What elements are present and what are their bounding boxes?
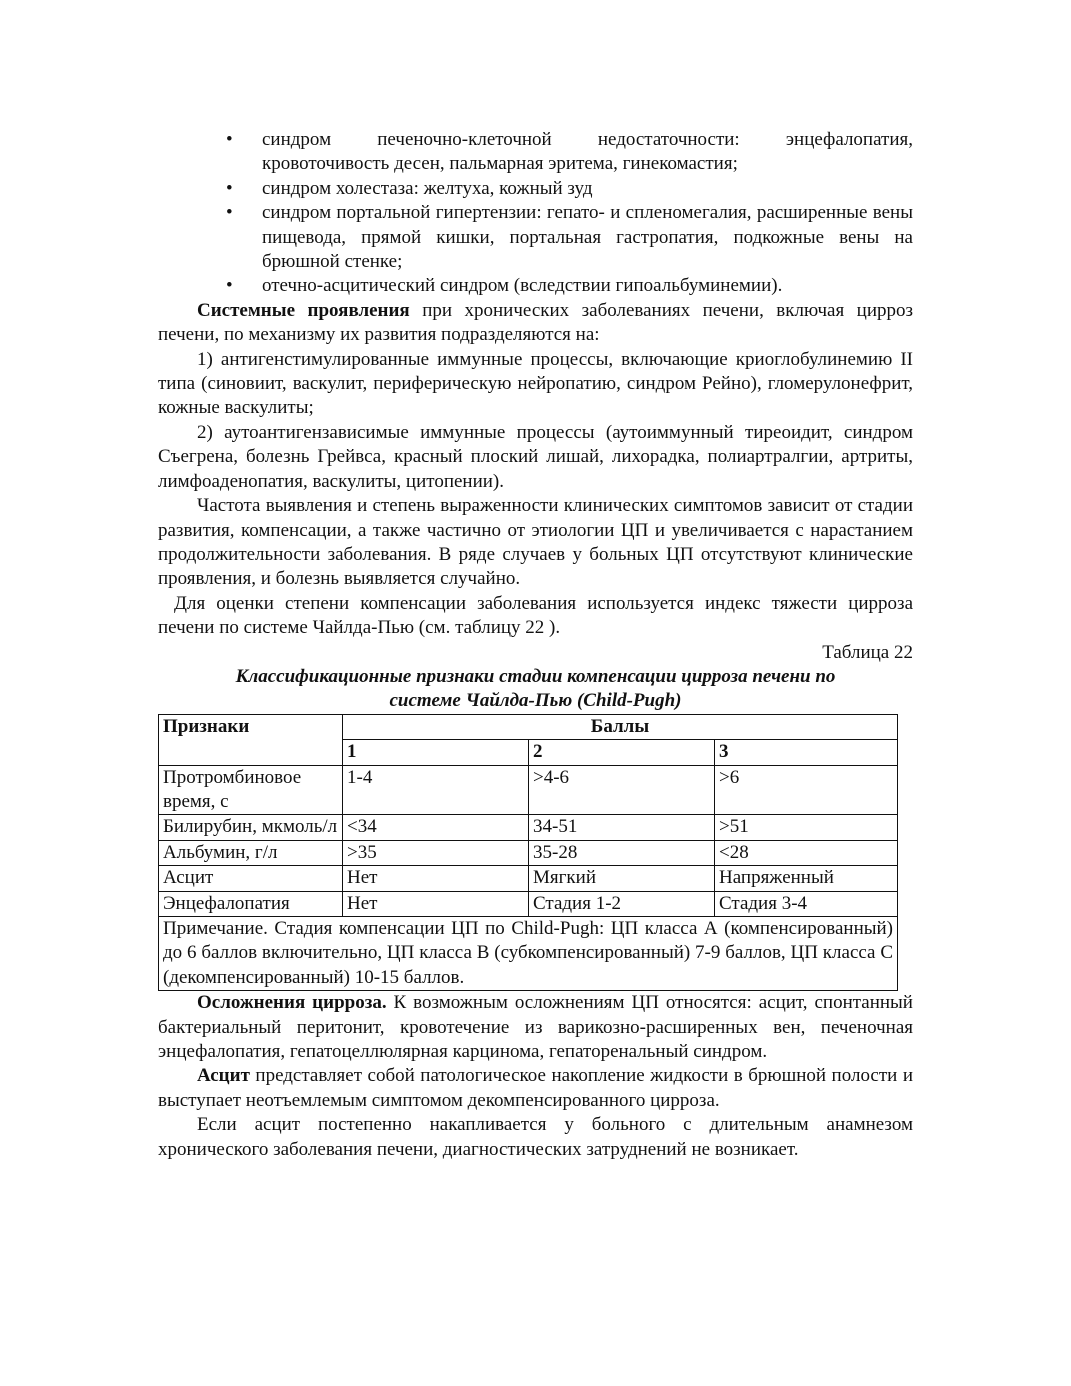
bullet-icon: • [226, 177, 233, 199]
row-label: Протромбиновое время, с [159, 765, 343, 815]
item-1-paragraph: 1) антигенстимулированные иммунные процессы, включающие криоглобулинемию II типа (синовиит, васкулит, периферическую нейропатию, синдром Рейно), гломерулонефрит, кожные васкулиты; [158, 348, 913, 419]
ascites-text: представляет собой патологическое накопление жидкости в брюшной полости и выступает неотъемлемым симптомом декомпенсированного цирроза. [158, 1065, 913, 1111]
ascites-heading: Асцит [197, 1065, 250, 1087]
complications-heading: Осложнения цирроза. [197, 992, 387, 1014]
table-cell: 1-4 [343, 765, 529, 815]
table-cell: Стадия 1-2 [529, 891, 715, 916]
table-cell: Стадия 3-4 [715, 891, 898, 916]
row-label: Билирубин, мкмоль/л [159, 815, 343, 840]
column-header: 3 [715, 740, 898, 765]
list-item-text: отечно-асцитический синдром (вследствии гипоальбуминемии). [262, 275, 783, 297]
bullet-icon: • [226, 129, 233, 150]
last-paragraph: Если асцит постепенно накапливается у больного с длительным анамнезом хронического заболевания печени, диагностических затруднений не возникает. [158, 1114, 913, 1160]
table-note-row [159, 917, 898, 991]
ascites-paragraph [158, 1064, 913, 1113]
bullet-icon: • [226, 275, 233, 297]
table-cell: >51 [715, 815, 898, 840]
frequency-paragraph: Частота выявления и степень выраженности клинических симптомов зависит от стадии развития, компенсации, а также частично от этиологии ЦП и увеличивается с нарастанием продолжительности заболевания. В ряде случаев у больных ЦП отсутствуют клинические проявления, и болезнь выявляется случайно. [158, 495, 913, 590]
child-pugh-table [158, 714, 898, 991]
table-row [159, 866, 898, 891]
list-item-text: синдром холестаза: желтуха, кожный зуд [262, 177, 593, 199]
list-item [158, 128, 913, 177]
table-cell: Мягкий [529, 866, 715, 891]
row-label: Асцит [159, 866, 343, 891]
table-cell: >4-6 [529, 765, 715, 815]
column-header: 2 [529, 740, 715, 765]
index-paragraph: Для оценки степени компенсации заболевания используется индекс тяжести цирроза печени по системе Чайлда-Пью (см. таблицу 22 ). [158, 592, 913, 639]
bullet-icon: • [226, 202, 233, 224]
table-cell: Напряженный [715, 866, 898, 891]
systemic-paragraph [158, 299, 913, 348]
row-label: Альбумин, г/л [159, 840, 343, 865]
table-cell: 34-51 [529, 815, 715, 840]
table-cell: Нет [343, 891, 529, 916]
table-cell: <28 [715, 840, 898, 865]
header-points: Баллы [343, 714, 898, 739]
column-header: 1 [343, 740, 529, 765]
systemic-text: при хронических заболеваниях печени, включая цирроз печени, по механизму их развития подразделяются на: [158, 299, 914, 346]
table-row [159, 891, 898, 916]
page-content [158, 128, 913, 1162]
table-cell: >6 [715, 765, 898, 815]
systemic-heading: Системные проявления [197, 299, 410, 321]
row-label: Энцефалопатия [159, 891, 343, 916]
table-caption: Классификационные признаки стадии компенсации цирроза печени по системе Чайлда-Пью (Child-Pugh) [235, 665, 836, 712]
list-item [158, 274, 913, 298]
list-item-text: синдром печеночно-клеточной недостаточности: энцефалопатия, кровоточивость десен, пальмарная эритема, гинекомастия; [262, 129, 913, 175]
table-cell: Нет [343, 866, 529, 891]
table-cell: <34 [343, 815, 529, 840]
table-header-row [159, 714, 898, 739]
complications-text: К возможным осложнениям ЦП относятся: асцит, спонтанный бактериальный перитонит, кровотечение из варикозно-расширенных вен, печеночная энцефалопатия, гепатоцеллюлярная карцинома, гепаторенальный синдром. [158, 992, 913, 1063]
table-note: Примечание. Стадия компенсации ЦП по Child-Pugh: ЦП класса А (компенсированный) до 6 баллов включительно, ЦП класса В (субкомпенсированный) 7-9 баллов, ЦП класса С (декомпенсированный) 10-15 баллов. [159, 917, 898, 991]
table-row [159, 765, 898, 815]
symptom-list [158, 128, 913, 299]
complications-paragraph [158, 991, 913, 1064]
table-cell: 35-28 [529, 840, 715, 865]
header-signs: Признаки [159, 714, 343, 765]
table-row [159, 840, 898, 865]
list-item [158, 201, 913, 274]
table-row [159, 815, 898, 840]
table-cell: >35 [343, 840, 529, 865]
list-item [158, 177, 913, 201]
item-2-paragraph: 2) аутоантигензависимые иммунные процессы (аутоиммунный тиреоидит, синдром Съегрена, болезнь Грейвса, красный плоский лишай, лихорадка, полиартралгии, артриты, лимфоаденопатия, васкулиты, цитопении). [158, 421, 913, 492]
table-number: Таблица 22 [822, 641, 913, 663]
list-item-text: синдром портальной гипертензии: гепато- и спленомегалия, расширенные вены пищевода, прямой кишки, портальная гастропатия, подкожные вены на брюшной стенке; [262, 202, 913, 273]
